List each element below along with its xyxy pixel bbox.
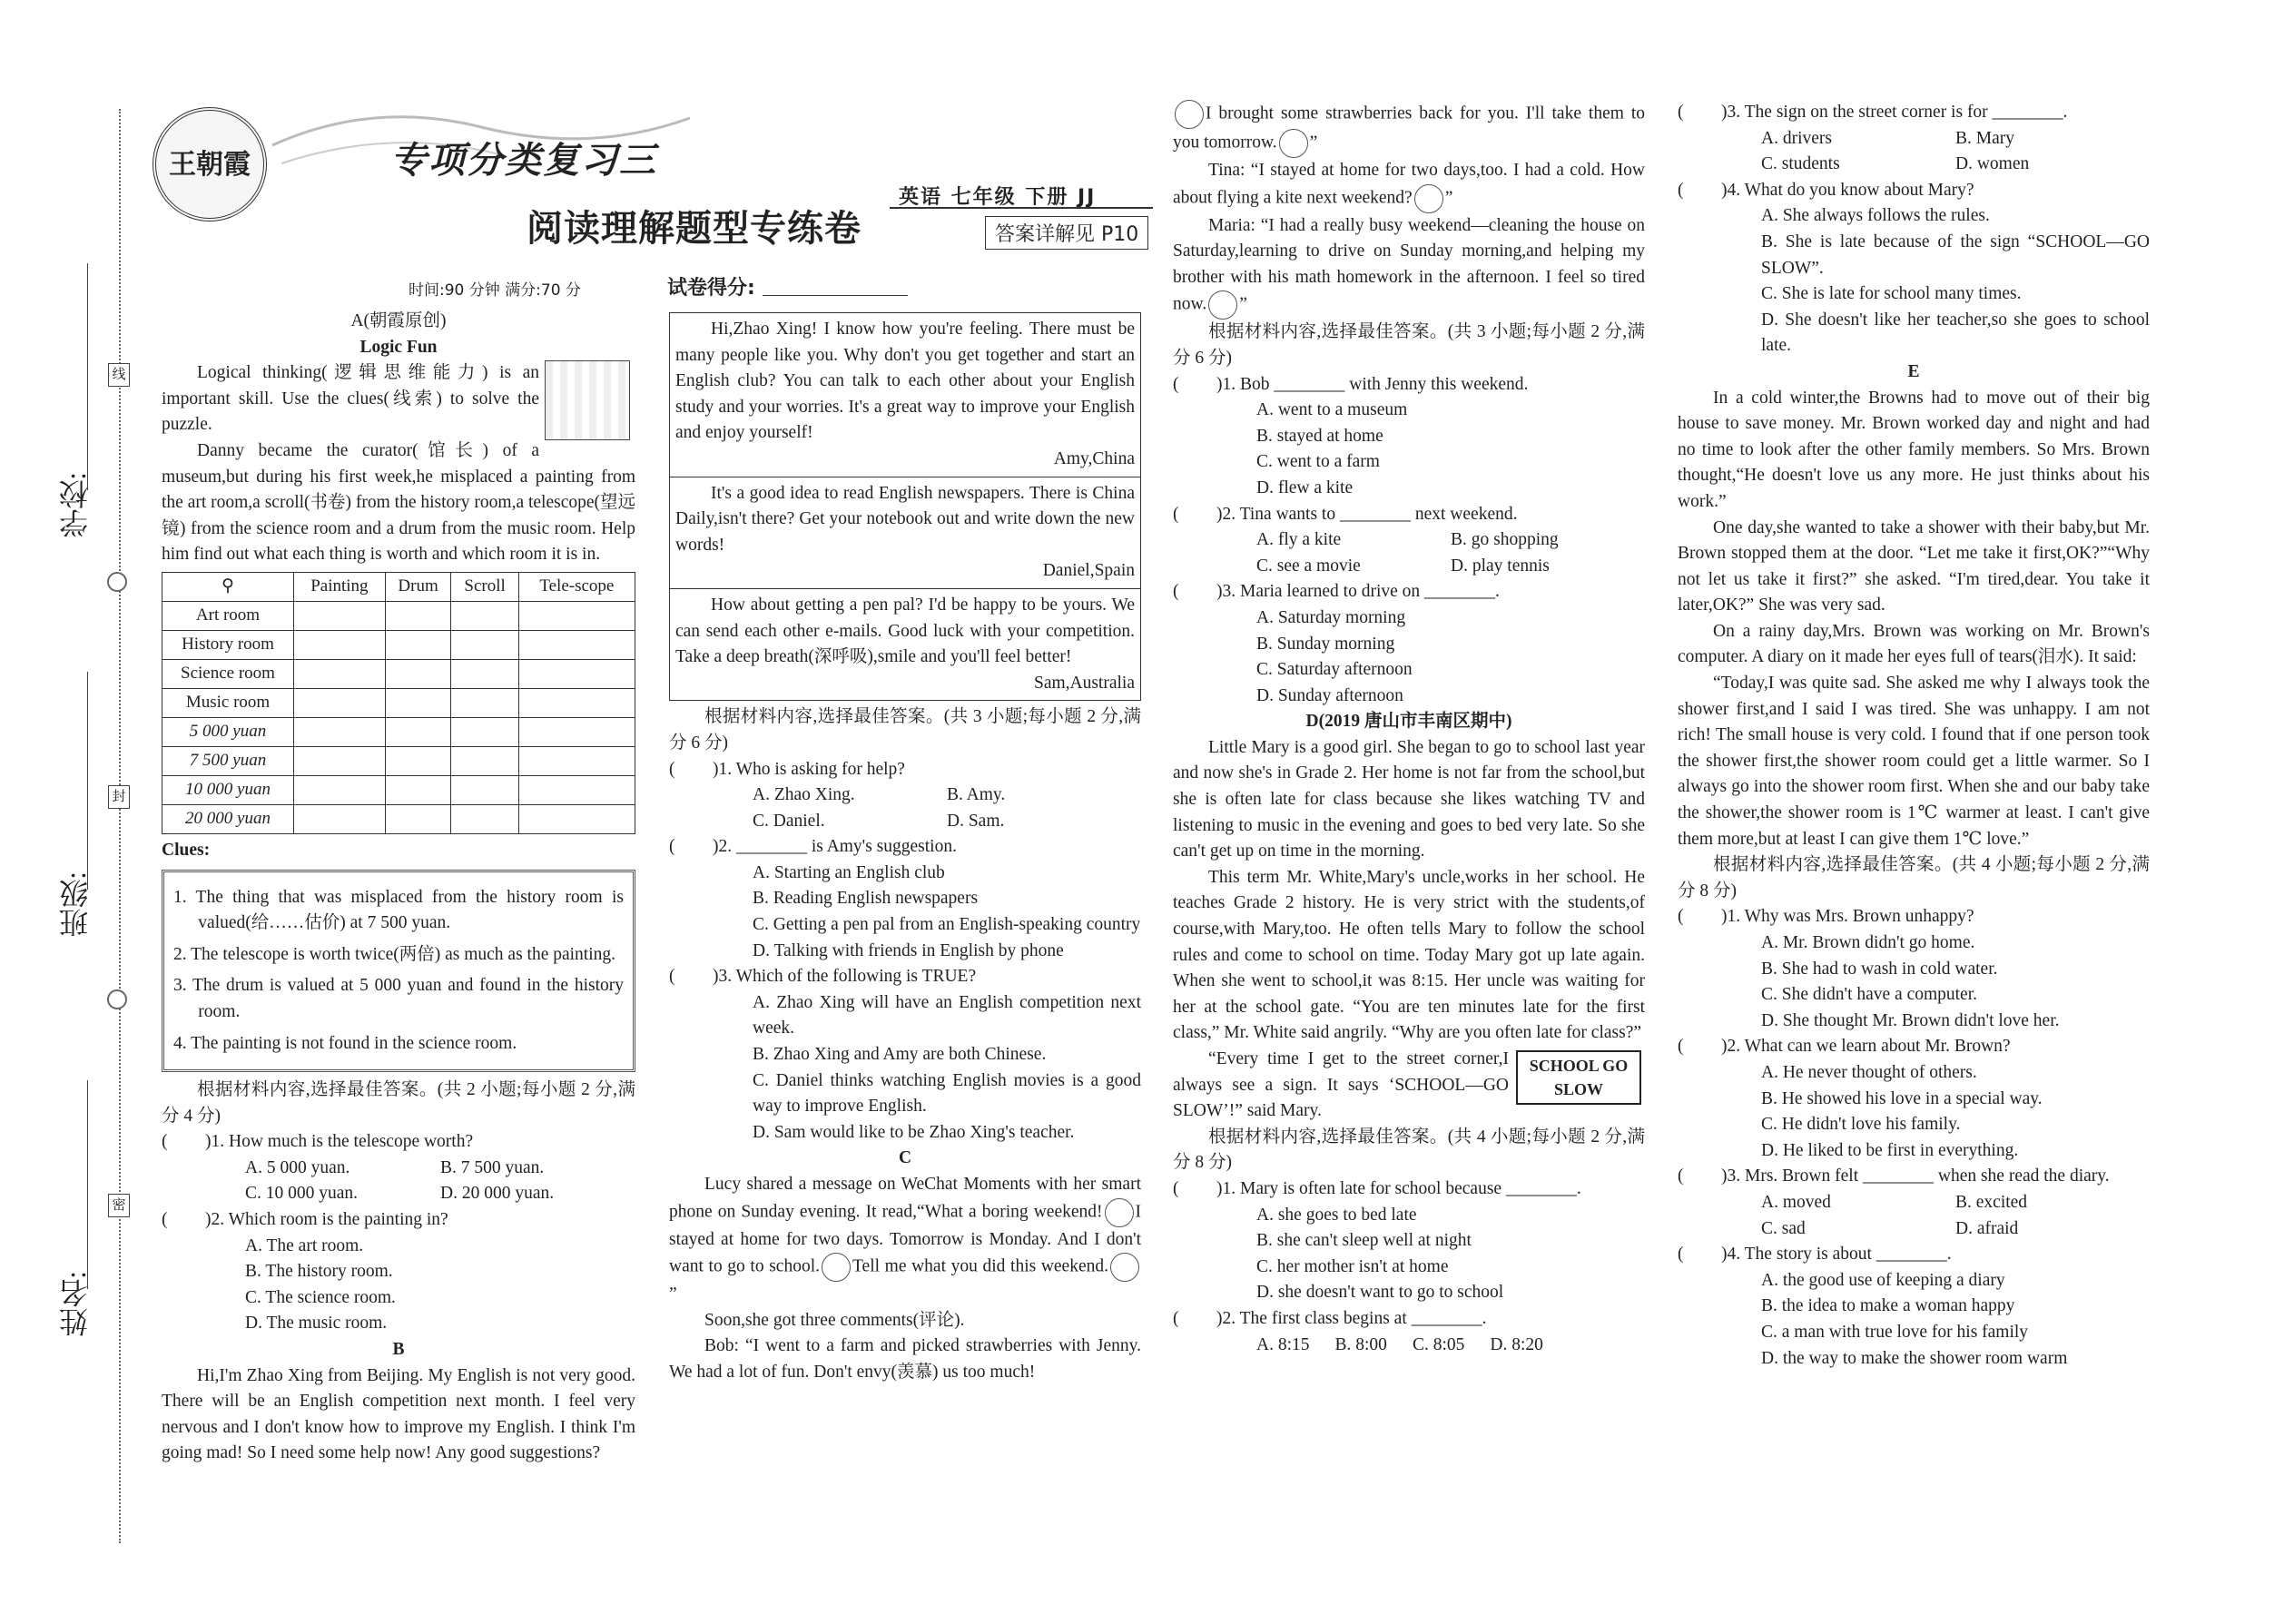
table-cell[interactable] xyxy=(451,717,518,746)
column-3 xyxy=(1173,100,1645,1358)
passage-b-heading: B xyxy=(392,1340,405,1360)
option[interactable]: B. stayed at home xyxy=(1256,426,1383,446)
reply-signature: Sam,Australia xyxy=(1033,673,1135,693)
answer-blank[interactable]: ( xyxy=(669,759,675,779)
answer-blank[interactable]: ( xyxy=(1173,1178,1179,1198)
passage-c-bob: Bob: “I went to a farm and picked strawberries with Jenny. We had a lot of fun. Don't envy(羡慕) us too much! xyxy=(669,1336,1141,1382)
table-cell[interactable] xyxy=(294,775,386,804)
options-d3 xyxy=(1761,126,2150,178)
tired-face-icon xyxy=(1208,290,1237,320)
table-cell[interactable] xyxy=(385,717,451,746)
divider xyxy=(670,588,1140,589)
passage-c-text: I brought some strawberries back for you. I'll take them to you tomorrow. xyxy=(1173,103,1645,153)
table-cell[interactable] xyxy=(518,717,635,746)
question-stem: )2. Which room is the painting in? xyxy=(205,1210,448,1230)
option[interactable]: D. She doesn't like her teacher,so she goes to school late. xyxy=(1761,310,2150,356)
option[interactable]: A. Mr. Brown didn't go home. xyxy=(1761,933,1975,952)
passage-d-p1: Little Mary is a good girl. She began to go to school last year and now she's in Grade 2. Her home is not far from the school,but she is often late for class because she likes watching TV and listening to music in the evening and goes to bed very late. So she can't get up on time in the morning. xyxy=(1173,737,1645,861)
table-header: Tele-scope xyxy=(518,572,635,601)
passage-a-heading: A(朝霞原创) xyxy=(350,311,447,330)
option[interactable]: A. Starting an English club xyxy=(753,862,945,882)
question-stem: )1. How much is the telescope worth? xyxy=(205,1132,474,1152)
answer-blank[interactable]: ( xyxy=(1173,374,1179,394)
option[interactable]: A. Saturday morning xyxy=(1256,607,1406,627)
logic-grid-table xyxy=(162,572,635,834)
question-a2 xyxy=(162,1207,635,1234)
option[interactable]: B. 8:00 xyxy=(1334,1334,1387,1354)
answer-blank[interactable]: ( xyxy=(1678,1037,1684,1057)
passage-c-text: Lucy shared a message on WeChat Moments with her smart phone on Sunday evening. It read,“What a boring weekend! xyxy=(669,1175,1141,1222)
question-e3 xyxy=(1678,1164,2150,1190)
question-stem: )4. What do you know about Mary? xyxy=(1721,180,1974,200)
table-cell[interactable] xyxy=(294,804,386,833)
answer-reference: 答案详解见 P10 xyxy=(985,216,1148,250)
sad-face-icon xyxy=(822,1253,851,1282)
option[interactable]: B. She had to wash in cold water. xyxy=(1761,959,1998,979)
series-title: 专项分类复习三 xyxy=(390,140,657,182)
option[interactable]: C. Daniel. xyxy=(753,811,825,831)
question-stem: )1. Why was Mrs. Brown unhappy? xyxy=(1721,907,1974,927)
table-header: Drum xyxy=(385,572,451,601)
option[interactable]: B. she can't sleep well at night xyxy=(1256,1231,1472,1251)
reply-signature: Amy,China xyxy=(1053,448,1135,468)
name-label: 姓名: xyxy=(59,1271,92,1337)
question-stem: )3. Which of the following is TRUE? xyxy=(713,967,977,987)
option[interactable]: C. sad xyxy=(1761,1218,1806,1238)
table-cell[interactable] xyxy=(451,601,518,630)
passage-a-title: Logic Fun xyxy=(359,337,438,357)
option[interactable]: B. Sunday morning xyxy=(1256,634,1395,654)
option[interactable]: B. The history room. xyxy=(245,1262,393,1282)
answer-blank[interactable]: ( xyxy=(1173,1308,1179,1328)
table-cell[interactable] xyxy=(451,804,518,833)
option[interactable]: D. women xyxy=(1955,154,2030,174)
option[interactable]: B. Amy. xyxy=(947,785,1006,805)
option[interactable]: B. excited xyxy=(1955,1192,2028,1212)
passage-c-text: I stayed at home for two days. Tomorrow is Monday. And I don't want to go to school. xyxy=(669,1202,1141,1276)
seal-tag-secret: 密 xyxy=(108,1194,130,1217)
table-cell[interactable] xyxy=(294,630,386,659)
question-c2 xyxy=(1173,502,1645,528)
question-a1 xyxy=(162,1129,635,1156)
subject-tag: 英语 七年级 下册 JJ xyxy=(899,186,1097,209)
column-2 xyxy=(669,309,1141,1386)
answer-blank[interactable]: ( xyxy=(162,1132,168,1152)
magnifier-icon: ⚲ xyxy=(162,572,294,601)
binding-dotted-line xyxy=(119,109,121,1543)
passage-a-p2: Danny became the curator(馆长) of a museum,but during his first week,he misplaced a painting from the art room,a scroll(书卷) from the history room,a telescope(望远镜) from the science room and a drum from the music room. Help him find out what each thing is worth and which room it is in. xyxy=(162,440,636,565)
passage-c-text: Tina: “I stayed at home for two days,too. I had a cold. How about flying a kite next weekend? xyxy=(1173,161,1645,208)
option[interactable]: A. drivers xyxy=(1761,128,1832,148)
clue-item: 3. The drum is valued at 5 000 yuan and found in the history room. xyxy=(173,976,624,1021)
question-c3 xyxy=(1173,579,1645,605)
option[interactable]: A. 5 000 yuan. xyxy=(245,1157,350,1177)
seal-tag-line: 线 xyxy=(108,363,130,387)
option[interactable]: C. Getting a pen pal from an English-speaking country xyxy=(753,915,1141,935)
clues-label: Clues: xyxy=(162,840,211,860)
table-header: Scroll xyxy=(451,572,518,601)
answer-blank[interactable]: ( xyxy=(1678,1245,1684,1265)
table-cell[interactable] xyxy=(518,688,635,717)
options-d2 xyxy=(1256,1333,1645,1359)
table-cell[interactable] xyxy=(451,688,518,717)
table-cell[interactable] xyxy=(518,775,635,804)
table-cell[interactable] xyxy=(451,659,518,688)
bored-face-icon xyxy=(1105,1198,1134,1227)
option[interactable]: A. fly a kite xyxy=(1256,530,1342,550)
table-row-label: 20 000 yuan xyxy=(162,804,294,833)
table-cell[interactable] xyxy=(518,746,635,775)
answer-blank[interactable]: ( xyxy=(669,967,675,987)
passage-c-text: Tell me what you did this weekend. xyxy=(852,1256,1108,1276)
option[interactable]: C. her mother isn't at home xyxy=(1256,1256,1449,1276)
table-cell[interactable] xyxy=(451,775,518,804)
header-rule xyxy=(890,207,1153,209)
option[interactable]: C. 8:05 xyxy=(1412,1334,1465,1354)
reply-text: It's a good idea to read English newspapers. There is China Daily,isn't there? Get your notebook out and write down the new words! xyxy=(675,483,1135,555)
table-cell[interactable] xyxy=(385,601,451,630)
option[interactable]: D. The music room. xyxy=(245,1314,388,1334)
options-b1 xyxy=(753,782,1141,834)
passage-c-maria: Maria: “I had a really busy weekend—cleaning the house on Saturday,learning to drive on Sunday morning,and helping my brother with his math homework in the afternoon. I feel so tired now. ” xyxy=(1173,213,1645,320)
clue-item: 4. The painting is not found in the science room. xyxy=(173,1033,517,1053)
passage-c-p2: Soon,she got three comments(评论). xyxy=(704,1310,965,1330)
table-cell[interactable] xyxy=(294,659,386,688)
score-label: 试卷得分: xyxy=(667,277,755,300)
option[interactable]: B. go shopping xyxy=(1451,530,1559,550)
table-cell[interactable] xyxy=(385,688,451,717)
option[interactable]: D. play tennis xyxy=(1451,556,1550,576)
option[interactable]: D. 20 000 yuan. xyxy=(440,1184,555,1204)
option[interactable]: B. Mary xyxy=(1955,128,2014,148)
clues-box xyxy=(162,870,635,1073)
table-header: Painting xyxy=(294,572,386,601)
clue-item: 2. The telescope is worth twice(两倍) as much as the painting. xyxy=(173,944,616,964)
class-blank xyxy=(87,672,88,890)
museum-building-icon xyxy=(545,360,630,440)
seal-tag-seal: 封 xyxy=(108,785,130,809)
options-a1 xyxy=(245,1156,635,1207)
question-stem: )1. Mary is often late for school because ________. xyxy=(1216,1178,1581,1198)
table-cell[interactable] xyxy=(385,746,451,775)
instruction: 根据材料内容,选择最佳答案。(共 4 小题;每小题 2 分,满分 8 分) xyxy=(1678,855,2150,901)
instruction: 根据材料内容,选择最佳答案。(共 3 小题;每小题 2 分,满分 6 分) xyxy=(1173,322,1645,368)
instruction: 根据材料内容,选择最佳答案。(共 2 小题;每小题 2 分,满分 4 分) xyxy=(162,1080,635,1126)
instruction: 根据材料内容,选择最佳答案。(共 3 小题;每小题 2 分,满分 6 分) xyxy=(669,707,1141,753)
kite-face-icon xyxy=(1414,184,1443,213)
option[interactable]: D. Sam. xyxy=(947,811,1005,831)
option[interactable]: A. the good use of keeping a diary xyxy=(1761,1270,2005,1290)
question-e2 xyxy=(1678,1034,2150,1060)
question-face-icon xyxy=(1110,1253,1139,1282)
option[interactable]: A. The art room. xyxy=(245,1235,364,1255)
passage-e-p2: One day,she wanted to take a shower with their baby,but Mr. Brown stopped them at the door. “Let me take it first,OK?”“Why not let us take it first?” she asked. “I'm tired,dear. You take it later,OK?” She was very sad. xyxy=(1678,517,2150,615)
question-stem: )3. The sign on the street corner is for ________. xyxy=(1721,103,2068,122)
option[interactable]: A. Zhao Xing. xyxy=(753,785,855,805)
question-d2 xyxy=(1173,1306,1645,1333)
table-cell[interactable] xyxy=(518,630,635,659)
question-stem: )2. ________ is Amy's suggestion. xyxy=(713,837,957,857)
option[interactable]: B. the idea to make a woman happy xyxy=(1761,1296,2015,1316)
answer-blank[interactable]: ( xyxy=(1678,1166,1684,1186)
passage-e-heading: E xyxy=(1907,361,1920,381)
table-row-label: Science room xyxy=(162,659,294,688)
answer-blank[interactable]: ( xyxy=(669,837,675,857)
answer-blank[interactable]: ( xyxy=(1173,582,1179,602)
passage-e-p3: On a rainy day,Mrs. Brown was working on Mr. Brown's computer. A diary on it made her eyes full of tears(泪水). It said: xyxy=(1678,621,2150,667)
table-row-label: 10 000 yuan xyxy=(162,775,294,804)
smile-face-icon xyxy=(1279,129,1308,158)
option[interactable]: D. 8:20 xyxy=(1490,1334,1543,1354)
option[interactable]: C. a man with true love for his family xyxy=(1761,1322,2029,1342)
passage-d-heading: D(2019 唐山市丰南区期中) xyxy=(1305,712,1512,732)
option[interactable]: B. Zhao Xing and Amy are both Chinese. xyxy=(753,1045,1047,1065)
options-b2 xyxy=(753,861,1141,964)
option[interactable]: A. went to a museum xyxy=(1256,400,1408,420)
option[interactable]: C. She is late for school many times. xyxy=(1761,284,2022,304)
option[interactable]: B. Reading English newspapers xyxy=(753,889,979,909)
question-b3 xyxy=(669,964,1141,990)
passage-d-p3: “Every time I get to the street corner,I always see a sign. It says ‘SCHOOL—GO SLOW’!” said Mary. xyxy=(1173,1049,1509,1121)
option[interactable]: D. flew a kite xyxy=(1256,477,1354,497)
option[interactable]: C. She didn't have a computer. xyxy=(1761,985,1978,1005)
table-row-label: History room xyxy=(162,630,294,659)
question-d1 xyxy=(1173,1176,1645,1203)
question-d3 xyxy=(1678,100,2150,126)
school-go-slow-sign: SCHOOL GO SLOW xyxy=(1516,1050,1641,1105)
options-c1 xyxy=(1256,398,1645,501)
option[interactable]: D. Sam would like to be Zhao Xing's teacher. xyxy=(753,1122,1075,1142)
option[interactable]: D. the way to make the shower room warm xyxy=(1761,1348,2068,1368)
options-d1 xyxy=(1256,1203,1645,1306)
table-cell[interactable] xyxy=(385,630,451,659)
table-cell[interactable] xyxy=(294,717,386,746)
school-label: 学校: xyxy=(59,472,92,538)
column-1 xyxy=(162,309,636,1463)
option[interactable]: C. The science room. xyxy=(245,1287,396,1307)
answer-blank[interactable]: ( xyxy=(1173,504,1179,524)
question-stem: )2. The first class begins at ________. xyxy=(1216,1308,1487,1328)
table-cell[interactable] xyxy=(294,746,386,775)
answer-blank[interactable]: ( xyxy=(1678,907,1684,927)
option[interactable]: D. She thought Mr. Brown didn't love her. xyxy=(1761,1010,2060,1030)
class-label: 班级: xyxy=(59,871,92,938)
passage-e-p1: In a cold winter,the Browns had to move out of their big house to save money. Mr. Brown worked day and night and had no time to look after the other family members. So Mrs. Brown thought,“He doesn't love us any more. He just thinks about his work.” xyxy=(1678,388,2150,511)
binding-hole-icon xyxy=(107,989,127,1009)
option[interactable]: C. Daniel thinks watching English movies is a good way to improve English. xyxy=(753,1070,1141,1117)
passage-a-p1: Logical thinking(逻辑思维能力) is an important skill. Use the clues(线索) to solve the puzzle. xyxy=(162,363,539,435)
score-blank xyxy=(763,295,908,296)
answer-blank[interactable]: ( xyxy=(1678,103,1684,122)
page-title: 阅读理解题型专练卷 xyxy=(527,208,861,250)
instruction: 根据材料内容,选择最佳答案。(共 4 小题;每小题 2 分,满分 8 分) xyxy=(1173,1127,1645,1173)
reply-text: Hi,Zhao Xing! I know how you're feeling. There must be many people like you. Why don't you get together and start an English club? You can talk to each other about your English study and your worries. It's a great way to improve your English and enjoy yourself! xyxy=(675,320,1135,443)
question-c1 xyxy=(1173,372,1645,399)
option[interactable]: C. went to a farm xyxy=(1256,452,1380,472)
options-c2 xyxy=(1256,527,1645,579)
question-stem: )2. Tina wants to ________ next weekend. xyxy=(1216,504,1518,524)
option[interactable]: C. Saturday afternoon xyxy=(1256,660,1413,680)
time-score: 时间:90 分钟 满分:70 分 xyxy=(409,281,581,300)
clue-item: 1. The thing that was misplaced from the history room is valued(给……估价) at 7 500 yuan. xyxy=(173,887,624,933)
name-blank xyxy=(87,1080,88,1289)
options-b3 xyxy=(753,990,1141,1147)
passage-c-text: Maria: “I had a really busy weekend—cleaning the house on Saturday,learning to drive on Sunday morning,and helping my brother with his math homework in the afternoon. I feel so tired now. xyxy=(1173,215,1645,314)
options-e4 xyxy=(1761,1268,2150,1372)
question-stem: )3. Mrs. Brown felt ________ when she read the diary. xyxy=(1721,1166,2110,1186)
table-row-label: 7 500 yuan xyxy=(162,746,294,775)
option[interactable]: A. She always follows the rules. xyxy=(1761,206,1990,226)
option[interactable]: D. He liked to be first in everything. xyxy=(1761,1140,2019,1160)
school-blank xyxy=(87,263,88,490)
table-cell[interactable] xyxy=(518,659,635,688)
question-stem: )1. Bob ________ with Jenny this weekend. xyxy=(1216,374,1529,394)
option[interactable]: A. moved xyxy=(1761,1192,1831,1212)
replies-box xyxy=(669,312,1141,701)
option[interactable]: A. she goes to bed late xyxy=(1256,1205,1417,1225)
passage-c-bob-cont: I brought some strawberries back for you. I'll take them to you tomorrow. ” xyxy=(1173,100,1645,158)
question-stem: )1. Who is asking for help? xyxy=(713,759,905,779)
option[interactable]: D. Talking with friends in English by phone xyxy=(753,940,1064,960)
table-row-label: Music room xyxy=(162,688,294,717)
table-cell[interactable] xyxy=(385,775,451,804)
table-cell[interactable] xyxy=(294,601,386,630)
table-cell[interactable] xyxy=(451,630,518,659)
option[interactable]: C. 10 000 yuan. xyxy=(245,1184,359,1204)
answer-blank[interactable]: ( xyxy=(162,1210,168,1230)
question-e1 xyxy=(1678,904,2150,930)
table-cell[interactable] xyxy=(294,688,386,717)
passage-e-p4: “Today,I was quite sad. She asked me why I always took the shower first,and I said I was tired. She was unhappy. I am not rich! The small house is very cold. I found that if one person took the shower first,the shower room could get a little warmer. So I always go into the shower room first. When she and our baby take the shower,the shower room is 1℃ warmer at least. I can't give them more,but at least I can give them 1℃ love.” xyxy=(1678,674,2150,849)
option[interactable]: B. She is late because of the sign “SCHOOL—GO SLOW”. xyxy=(1761,231,2150,278)
question-e4 xyxy=(1678,1242,2150,1268)
options-a2 xyxy=(245,1234,635,1337)
grin-face-icon xyxy=(1175,100,1204,129)
passage-c-p1: Lucy shared a message on WeChat Moments with her smart phone on Sunday evening. It read,“What a boring weekend! I stayed at home for two days. Tomorrow is Monday. And I don't want to go to school. Tell me what you did this weekend.” xyxy=(669,1175,1141,1304)
question-b2 xyxy=(669,834,1141,861)
passage-c-heading: C xyxy=(898,1148,912,1168)
option[interactable]: A. He never thought of others. xyxy=(1761,1062,1977,1082)
options-c3 xyxy=(1256,605,1645,709)
reply-text: How about getting a pen pal? I'd be happy to be yours. We can send each other e-mails. Good luck with your competition. Take a deep breath(深呼吸),smile and you'll feel better! xyxy=(675,595,1135,667)
options-e1 xyxy=(1761,930,2150,1034)
option[interactable]: D. she doesn't want to go to school xyxy=(1256,1283,1504,1303)
table-cell[interactable] xyxy=(518,804,635,833)
question-stem: )2. What can we learn about Mr. Brown? xyxy=(1721,1037,2011,1057)
reply-signature: Daniel,Spain xyxy=(1042,561,1135,581)
options-e3 xyxy=(1761,1190,2150,1242)
question-stem: )3. Maria learned to drive on ________. xyxy=(1216,582,1500,602)
table-cell[interactable] xyxy=(385,659,451,688)
option[interactable]: C. see a movie xyxy=(1256,556,1361,576)
options-e2 xyxy=(1761,1060,2150,1164)
option[interactable]: C. He didn't love his family. xyxy=(1761,1115,1961,1135)
brand-logo-text: 王朝霞 xyxy=(169,149,251,181)
question-stem: )4. The story is about ________. xyxy=(1721,1245,1952,1265)
passage-b-p1: Hi,I'm Zhao Xing from Beijing. My English is not very good. There will be an English competition next month. I feel very nervous and I don't know how to improve my English. I think I'm going mad! So I need some help now! Any good suggestions? xyxy=(162,1365,635,1463)
option[interactable]: B. 7 500 yuan. xyxy=(440,1157,545,1177)
passage-c-tina: Tina: “I stayed at home for two days,too. I had a cold. How about flying a kite next weekend? ” xyxy=(1173,158,1645,213)
option[interactable]: C. students xyxy=(1761,154,1840,174)
table-row-label: Art room xyxy=(162,601,294,630)
answer-blank[interactable]: ( xyxy=(1678,180,1684,200)
binding-hole-icon xyxy=(107,572,127,592)
brand-logo xyxy=(153,107,267,221)
question-b1 xyxy=(669,757,1141,783)
table-row-label: 5 000 yuan xyxy=(162,717,294,746)
table-cell[interactable] xyxy=(385,804,451,833)
option[interactable]: A. 8:15 xyxy=(1256,1334,1310,1354)
column-4 xyxy=(1678,100,2150,1372)
option[interactable]: D. Sunday afternoon xyxy=(1256,685,1403,705)
option[interactable]: A. Zhao Xing will have an English competition next week. xyxy=(753,992,1141,1038)
passage-d-p2: This term Mr. White,Mary's uncle,works in her school. He teaches Grade 2 history. He is very strict with the students,of course,with Mary,too. He often tells Mary to follow the school rules and come to school on time. Today Mary got up late again. When she went to school,it was 8:15. Her uncle was waiting for her at the school gate. “You are ten minutes late for the first class,” Mr. White said angrily. “Why are you often late for class?” xyxy=(1173,867,1645,1043)
question-d4 xyxy=(1678,178,2150,204)
option[interactable]: D. afraid xyxy=(1955,1218,2019,1238)
table-cell[interactable] xyxy=(451,746,518,775)
table-cell[interactable] xyxy=(518,601,635,630)
option[interactable]: B. He showed his love in a special way. xyxy=(1761,1088,2043,1108)
options-d4 xyxy=(1761,203,2150,359)
